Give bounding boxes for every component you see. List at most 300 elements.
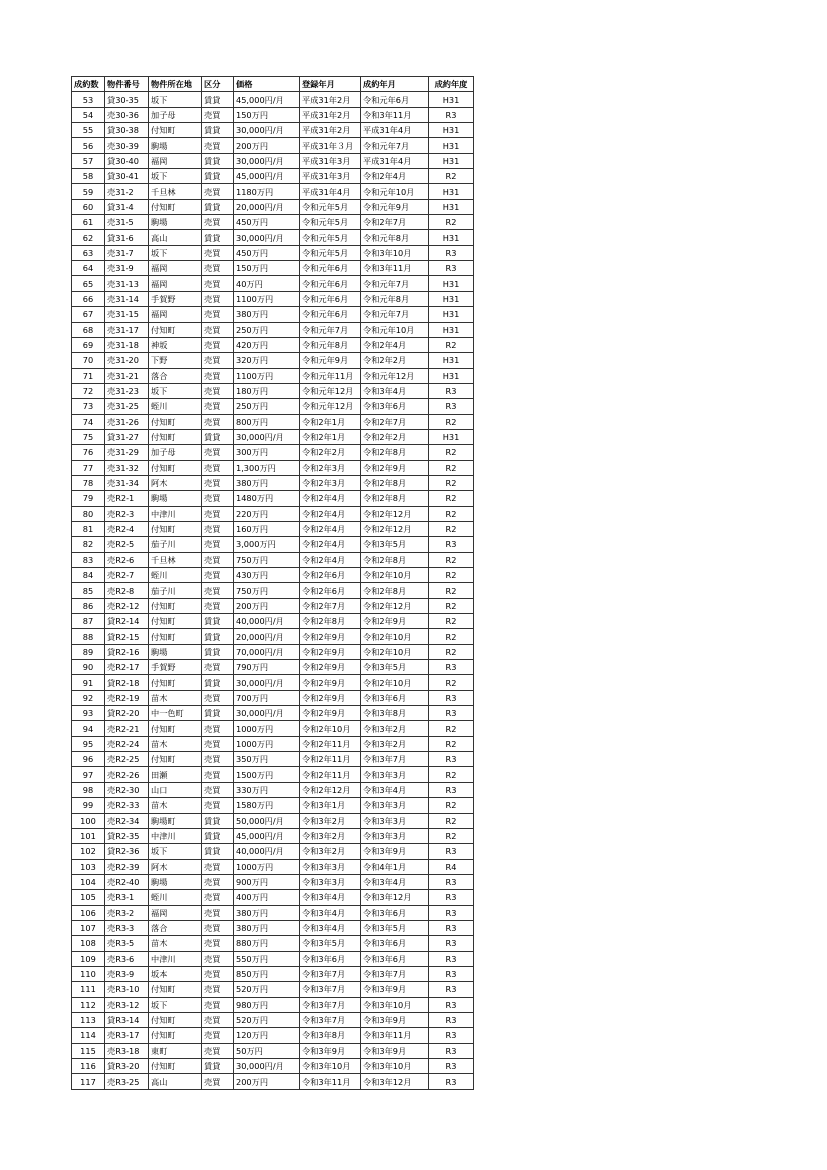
table-row — [72, 261, 474, 276]
category-cell: 売買 — [202, 721, 234, 736]
table-row — [72, 169, 474, 184]
table-row — [72, 521, 474, 536]
property-number-cell: 貸31-27 — [105, 429, 149, 444]
contract-count-cell: 89 — [72, 644, 105, 659]
table-row — [72, 690, 474, 705]
property-number-cell: 売R3-6 — [105, 951, 149, 966]
price-cell: 380万円 — [234, 905, 300, 920]
price-cell: 800万円 — [234, 414, 300, 429]
property-number-cell: 売R2-4 — [105, 521, 149, 536]
table-row — [72, 1059, 474, 1074]
contract-count-cell: 98 — [72, 782, 105, 797]
property-number-cell: 貸31-4 — [105, 199, 149, 214]
category-cell: 売買 — [202, 920, 234, 935]
price-cell: 1000万円 — [234, 721, 300, 736]
registration-date-cell: 令和3年9月 — [300, 1043, 361, 1058]
property-number-cell: 貸30-41 — [105, 169, 149, 184]
table-row — [72, 276, 474, 291]
price-cell: 1500万円 — [234, 767, 300, 782]
fiscal-year-cell: R2 — [429, 337, 474, 352]
table-row — [72, 951, 474, 966]
price-cell: 790万円 — [234, 660, 300, 675]
header-registration-date: 登録年月 — [300, 77, 361, 92]
category-cell: 売買 — [202, 798, 234, 813]
header-property-number: 物件番号 — [105, 77, 149, 92]
registration-date-cell: 令和2年10月 — [300, 721, 361, 736]
contract-count-cell: 80 — [72, 506, 105, 521]
fiscal-year-cell: R3 — [429, 1028, 474, 1043]
category-cell: 売買 — [202, 767, 234, 782]
contract-date-cell: 令和3年10月 — [361, 245, 429, 260]
price-cell: 420万円 — [234, 337, 300, 352]
location-cell: 中津川 — [149, 828, 202, 843]
contract-date-cell: 令和3年5月 — [361, 920, 429, 935]
fiscal-year-cell: R2 — [429, 736, 474, 751]
location-cell: 付知町 — [149, 675, 202, 690]
registration-date-cell: 令和3年4月 — [300, 920, 361, 935]
table-row — [72, 752, 474, 767]
category-cell: 売買 — [202, 245, 234, 260]
price-cell: 40,000円/月 — [234, 844, 300, 859]
price-cell: 300万円 — [234, 445, 300, 460]
location-cell: 福岡 — [149, 905, 202, 920]
price-cell: 450万円 — [234, 245, 300, 260]
price-cell: 180万円 — [234, 383, 300, 398]
price-cell: 700万円 — [234, 690, 300, 705]
category-cell: 売買 — [202, 521, 234, 536]
price-cell: 45,000円/月 — [234, 92, 300, 107]
property-number-cell: 売R2-6 — [105, 552, 149, 567]
contract-count-cell: 100 — [72, 813, 105, 828]
table-row — [72, 429, 474, 444]
category-cell: 賃貸 — [202, 230, 234, 245]
property-number-cell: 売R3-2 — [105, 905, 149, 920]
property-number-cell: 売31-5 — [105, 215, 149, 230]
fiscal-year-cell: H31 — [429, 276, 474, 291]
contract-date-cell: 令和2年8月 — [361, 583, 429, 598]
location-cell: 茄子川 — [149, 583, 202, 598]
table-row — [72, 383, 474, 398]
contract-date-cell: 令和2年4月 — [361, 169, 429, 184]
contract-date-cell: 令和2年8月 — [361, 491, 429, 506]
fiscal-year-cell: R3 — [429, 844, 474, 859]
contract-count-cell: 106 — [72, 905, 105, 920]
registration-date-cell: 令和2年4月 — [300, 521, 361, 536]
registration-date-cell: 令和元年8月 — [300, 337, 361, 352]
category-cell: 売買 — [202, 337, 234, 352]
contract-date-cell: 令和3年11月 — [361, 107, 429, 122]
category-cell: 売買 — [202, 1012, 234, 1027]
registration-date-cell: 令和2年4月 — [300, 552, 361, 567]
table-row — [72, 568, 474, 583]
registration-date-cell: 平成31年4月 — [300, 184, 361, 199]
contract-date-cell: 令和元年10月 — [361, 184, 429, 199]
location-cell: 苗木 — [149, 736, 202, 751]
contract-count-cell: 64 — [72, 261, 105, 276]
registration-date-cell: 令和3年5月 — [300, 936, 361, 951]
table-row — [72, 614, 474, 629]
contract-date-cell: 令和2年8月 — [361, 552, 429, 567]
property-number-cell: 売R2-1 — [105, 491, 149, 506]
category-cell: 売買 — [202, 890, 234, 905]
registration-date-cell: 令和元年11月 — [300, 368, 361, 383]
location-cell: 落合 — [149, 920, 202, 935]
property-number-cell: 売R2-30 — [105, 782, 149, 797]
property-number-cell: 売R2-19 — [105, 690, 149, 705]
contract-date-cell: 平成31年4月 — [361, 123, 429, 138]
price-cell: 350万円 — [234, 752, 300, 767]
contracts-table — [71, 76, 474, 1090]
price-cell: 120万円 — [234, 1028, 300, 1043]
price-cell: 1000万円 — [234, 736, 300, 751]
price-cell: 20,000円/月 — [234, 629, 300, 644]
fiscal-year-cell: R2 — [429, 552, 474, 567]
category-cell: 売買 — [202, 736, 234, 751]
fiscal-year-cell: R3 — [429, 752, 474, 767]
category-cell: 売買 — [202, 1043, 234, 1058]
fiscal-year-cell: H31 — [429, 353, 474, 368]
fiscal-year-cell: R2 — [429, 598, 474, 613]
location-cell: 付知町 — [149, 521, 202, 536]
registration-date-cell: 平成31年2月 — [300, 123, 361, 138]
contract-date-cell: 令和3年3月 — [361, 767, 429, 782]
contract-count-cell: 59 — [72, 184, 105, 199]
contract-date-cell: 令和2年7月 — [361, 414, 429, 429]
table-row — [72, 982, 474, 997]
property-number-cell: 売31-2 — [105, 184, 149, 199]
contract-date-cell: 令和元年7月 — [361, 276, 429, 291]
contract-count-cell: 73 — [72, 399, 105, 414]
location-cell: 駒場 — [149, 491, 202, 506]
contract-count-cell: 93 — [72, 706, 105, 721]
table-row — [72, 307, 474, 322]
price-cell: 220万円 — [234, 506, 300, 521]
property-number-cell: 売31-18 — [105, 337, 149, 352]
price-cell: 150万円 — [234, 261, 300, 276]
price-cell: 30,000円/月 — [234, 153, 300, 168]
header-category: 区分 — [202, 77, 234, 92]
contract-count-cell: 61 — [72, 215, 105, 230]
contract-date-cell: 令和2年12月 — [361, 598, 429, 613]
contract-count-cell: 83 — [72, 552, 105, 567]
fiscal-year-cell: R2 — [429, 614, 474, 629]
price-cell: 30,000円/月 — [234, 675, 300, 690]
price-cell: 550万円 — [234, 951, 300, 966]
registration-date-cell: 令和3年3月 — [300, 859, 361, 874]
contract-count-cell: 62 — [72, 230, 105, 245]
category-cell: 賃貸 — [202, 706, 234, 721]
price-cell: 880万円 — [234, 936, 300, 951]
registration-date-cell: 平成31年2月 — [300, 92, 361, 107]
location-cell: 落合 — [149, 368, 202, 383]
location-cell: 手賀野 — [149, 291, 202, 306]
contract-date-cell: 令和2年9月 — [361, 614, 429, 629]
price-cell: 40,000円/月 — [234, 614, 300, 629]
contract-count-cell: 79 — [72, 491, 105, 506]
table-row — [72, 767, 474, 782]
category-cell: 賃貸 — [202, 828, 234, 843]
price-cell: 200万円 — [234, 1074, 300, 1089]
property-number-cell: 売R3-9 — [105, 966, 149, 981]
location-cell: 茄子川 — [149, 537, 202, 552]
category-cell: 売買 — [202, 107, 234, 122]
category-cell: 売買 — [202, 537, 234, 552]
contract-count-cell: 82 — [72, 537, 105, 552]
registration-date-cell: 平成31年3月 — [300, 169, 361, 184]
category-cell: 売買 — [202, 982, 234, 997]
fiscal-year-cell: H31 — [429, 368, 474, 383]
registration-date-cell: 令和3年8月 — [300, 1028, 361, 1043]
property-number-cell: 売31-23 — [105, 383, 149, 398]
category-cell: 賃貸 — [202, 813, 234, 828]
location-cell: 蛭川 — [149, 568, 202, 583]
property-number-cell: 貸R2-16 — [105, 644, 149, 659]
fiscal-year-cell: R2 — [429, 445, 474, 460]
table-row — [72, 475, 474, 490]
price-cell: 45,000円/月 — [234, 828, 300, 843]
fiscal-year-cell: R3 — [429, 1012, 474, 1027]
location-cell: 付知町 — [149, 752, 202, 767]
contract-count-cell: 70 — [72, 353, 105, 368]
category-cell: 賃貸 — [202, 614, 234, 629]
contract-count-cell: 94 — [72, 721, 105, 736]
fiscal-year-cell: H31 — [429, 322, 474, 337]
fiscal-year-cell: H31 — [429, 153, 474, 168]
registration-date-cell: 平成31年３月 — [300, 138, 361, 153]
property-number-cell: 売R3-25 — [105, 1074, 149, 1089]
location-cell: 付知町 — [149, 629, 202, 644]
category-cell: 売買 — [202, 1028, 234, 1043]
location-cell: 付知町 — [149, 598, 202, 613]
location-cell: 高山 — [149, 230, 202, 245]
price-cell: 1000万円 — [234, 859, 300, 874]
price-cell: 50,000円/月 — [234, 813, 300, 828]
contract-count-cell: 55 — [72, 123, 105, 138]
fiscal-year-cell: R3 — [429, 890, 474, 905]
contract-count-cell: 86 — [72, 598, 105, 613]
registration-date-cell: 令和元年6月 — [300, 307, 361, 322]
registration-date-cell: 令和2年11月 — [300, 736, 361, 751]
category-cell: 売買 — [202, 583, 234, 598]
contract-count-cell: 90 — [72, 660, 105, 675]
price-cell: 330万円 — [234, 782, 300, 797]
fiscal-year-cell: R3 — [429, 951, 474, 966]
property-number-cell: 売31-26 — [105, 414, 149, 429]
contract-date-cell: 令和3年3月 — [361, 813, 429, 828]
contract-date-cell: 令和元年9月 — [361, 199, 429, 214]
table-row — [72, 660, 474, 675]
fiscal-year-cell: R3 — [429, 1074, 474, 1089]
property-number-cell: 売R2-25 — [105, 752, 149, 767]
price-cell: 750万円 — [234, 552, 300, 567]
contract-count-cell: 81 — [72, 521, 105, 536]
category-cell: 賃貸 — [202, 429, 234, 444]
property-number-cell: 売31-7 — [105, 245, 149, 260]
fiscal-year-cell: R2 — [429, 828, 474, 843]
category-cell: 売買 — [202, 660, 234, 675]
registration-date-cell: 令和2年11月 — [300, 752, 361, 767]
contract-count-cell: 105 — [72, 890, 105, 905]
contract-date-cell: 令和元年7月 — [361, 307, 429, 322]
fiscal-year-cell: R3 — [429, 982, 474, 997]
contract-count-cell: 112 — [72, 997, 105, 1012]
table-row — [72, 322, 474, 337]
category-cell: 売買 — [202, 552, 234, 567]
table-row — [72, 138, 474, 153]
table-row — [72, 199, 474, 214]
fiscal-year-cell: R2 — [429, 460, 474, 475]
fiscal-year-cell: R2 — [429, 721, 474, 736]
registration-date-cell: 令和3年7月 — [300, 1012, 361, 1027]
registration-date-cell: 令和元年9月 — [300, 353, 361, 368]
contract-date-cell: 令和3年4月 — [361, 874, 429, 889]
property-number-cell: 貸R2-15 — [105, 629, 149, 644]
property-number-cell: 売R2-40 — [105, 874, 149, 889]
contract-date-cell: 令和3年9月 — [361, 1043, 429, 1058]
category-cell: 売買 — [202, 936, 234, 951]
contract-count-cell: 66 — [72, 291, 105, 306]
contract-date-cell: 令和元年10月 — [361, 322, 429, 337]
fiscal-year-cell: R2 — [429, 583, 474, 598]
category-cell: 売買 — [202, 460, 234, 475]
location-cell: 駒場 — [149, 215, 202, 230]
contract-count-cell: 58 — [72, 169, 105, 184]
registration-date-cell: 令和2年6月 — [300, 568, 361, 583]
contract-count-cell: 84 — [72, 568, 105, 583]
property-number-cell: 売R2-17 — [105, 660, 149, 675]
price-cell: 30,000円/月 — [234, 429, 300, 444]
fiscal-year-cell: H31 — [429, 230, 474, 245]
registration-date-cell: 令和2年7月 — [300, 598, 361, 613]
property-number-cell: 売R2-12 — [105, 598, 149, 613]
table-row — [72, 706, 474, 721]
table-row — [72, 997, 474, 1012]
registration-date-cell: 令和元年6月 — [300, 261, 361, 276]
contract-count-cell: 77 — [72, 460, 105, 475]
registration-date-cell: 令和2年9月 — [300, 706, 361, 721]
table-row — [72, 1012, 474, 1027]
contract-count-cell: 117 — [72, 1074, 105, 1089]
price-cell: 30,000円/月 — [234, 706, 300, 721]
table-row — [72, 798, 474, 813]
fiscal-year-cell: R2 — [429, 767, 474, 782]
category-cell: 売買 — [202, 491, 234, 506]
location-cell: 田瀬 — [149, 767, 202, 782]
location-cell: 千旦林 — [149, 552, 202, 567]
property-number-cell: 売R2-33 — [105, 798, 149, 813]
location-cell: 中一色町 — [149, 706, 202, 721]
location-cell: 駒場 — [149, 874, 202, 889]
price-cell: 1480万円 — [234, 491, 300, 506]
property-number-cell: 売R3-3 — [105, 920, 149, 935]
category-cell: 売買 — [202, 752, 234, 767]
registration-date-cell: 令和3年10月 — [300, 1059, 361, 1074]
category-cell: 売買 — [202, 184, 234, 199]
header-contract-count: 成約数 — [72, 77, 105, 92]
category-cell: 売買 — [202, 414, 234, 429]
category-cell: 売買 — [202, 782, 234, 797]
price-cell: 30,000円/月 — [234, 123, 300, 138]
registration-date-cell: 令和3年3月 — [300, 874, 361, 889]
registration-date-cell: 令和元年7月 — [300, 322, 361, 337]
registration-date-cell: 令和3年6月 — [300, 951, 361, 966]
location-cell: 坂本 — [149, 966, 202, 981]
contract-date-cell: 令和3年6月 — [361, 936, 429, 951]
location-cell: 苗木 — [149, 798, 202, 813]
table-row — [72, 399, 474, 414]
contract-date-cell: 令和2年2月 — [361, 353, 429, 368]
location-cell: 福岡 — [149, 261, 202, 276]
location-cell: 阿木 — [149, 475, 202, 490]
contract-count-cell: 108 — [72, 936, 105, 951]
location-cell: 駒場町 — [149, 813, 202, 828]
location-cell: 付知町 — [149, 721, 202, 736]
contract-count-cell: 72 — [72, 383, 105, 398]
table-row — [72, 445, 474, 460]
table-body — [72, 92, 474, 1089]
category-cell: 賃貸 — [202, 1059, 234, 1074]
location-cell: 蛭川 — [149, 399, 202, 414]
category-cell: 売買 — [202, 598, 234, 613]
contract-count-cell: 69 — [72, 337, 105, 352]
fiscal-year-cell: R2 — [429, 414, 474, 429]
registration-date-cell: 平成31年3月 — [300, 153, 361, 168]
contract-date-cell: 令和3年4月 — [361, 383, 429, 398]
property-number-cell: 売R3-12 — [105, 997, 149, 1012]
contract-date-cell: 令和3年5月 — [361, 660, 429, 675]
property-number-cell: 売R3-18 — [105, 1043, 149, 1058]
registration-date-cell: 令和3年2月 — [300, 828, 361, 843]
contract-count-cell: 104 — [72, 874, 105, 889]
table-row — [72, 215, 474, 230]
price-cell: 400万円 — [234, 890, 300, 905]
price-cell: 40万円 — [234, 276, 300, 291]
registration-date-cell: 令和元年5月 — [300, 245, 361, 260]
location-cell: 手賀野 — [149, 660, 202, 675]
fiscal-year-cell: H31 — [429, 199, 474, 214]
contract-date-cell: 令和3年7月 — [361, 966, 429, 981]
contract-count-cell: 87 — [72, 614, 105, 629]
price-cell: 850万円 — [234, 966, 300, 981]
property-number-cell: 売R2-34 — [105, 813, 149, 828]
location-cell: 加子母 — [149, 107, 202, 122]
contract-date-cell: 令和2年10月 — [361, 568, 429, 583]
contract-count-cell: 91 — [72, 675, 105, 690]
fiscal-year-cell: R3 — [429, 261, 474, 276]
property-number-cell: 売31-17 — [105, 322, 149, 337]
contract-count-cell: 65 — [72, 276, 105, 291]
price-cell: 520万円 — [234, 982, 300, 997]
fiscal-year-cell: H31 — [429, 429, 474, 444]
category-cell: 売買 — [202, 951, 234, 966]
price-cell: 380万円 — [234, 920, 300, 935]
contract-date-cell: 令和2年8月 — [361, 475, 429, 490]
category-cell: 賃貸 — [202, 644, 234, 659]
table-row — [72, 537, 474, 552]
table-row — [72, 184, 474, 199]
registration-date-cell: 令和2年6月 — [300, 583, 361, 598]
table-row — [72, 414, 474, 429]
registration-date-cell: 令和3年7月 — [300, 982, 361, 997]
category-cell: 売買 — [202, 368, 234, 383]
location-cell: 付知町 — [149, 982, 202, 997]
table-row — [72, 936, 474, 951]
table-row — [72, 1074, 474, 1089]
fiscal-year-cell: R2 — [429, 215, 474, 230]
contract-date-cell: 令和2年7月 — [361, 215, 429, 230]
location-cell: 付知町 — [149, 322, 202, 337]
location-cell: 駒場 — [149, 644, 202, 659]
